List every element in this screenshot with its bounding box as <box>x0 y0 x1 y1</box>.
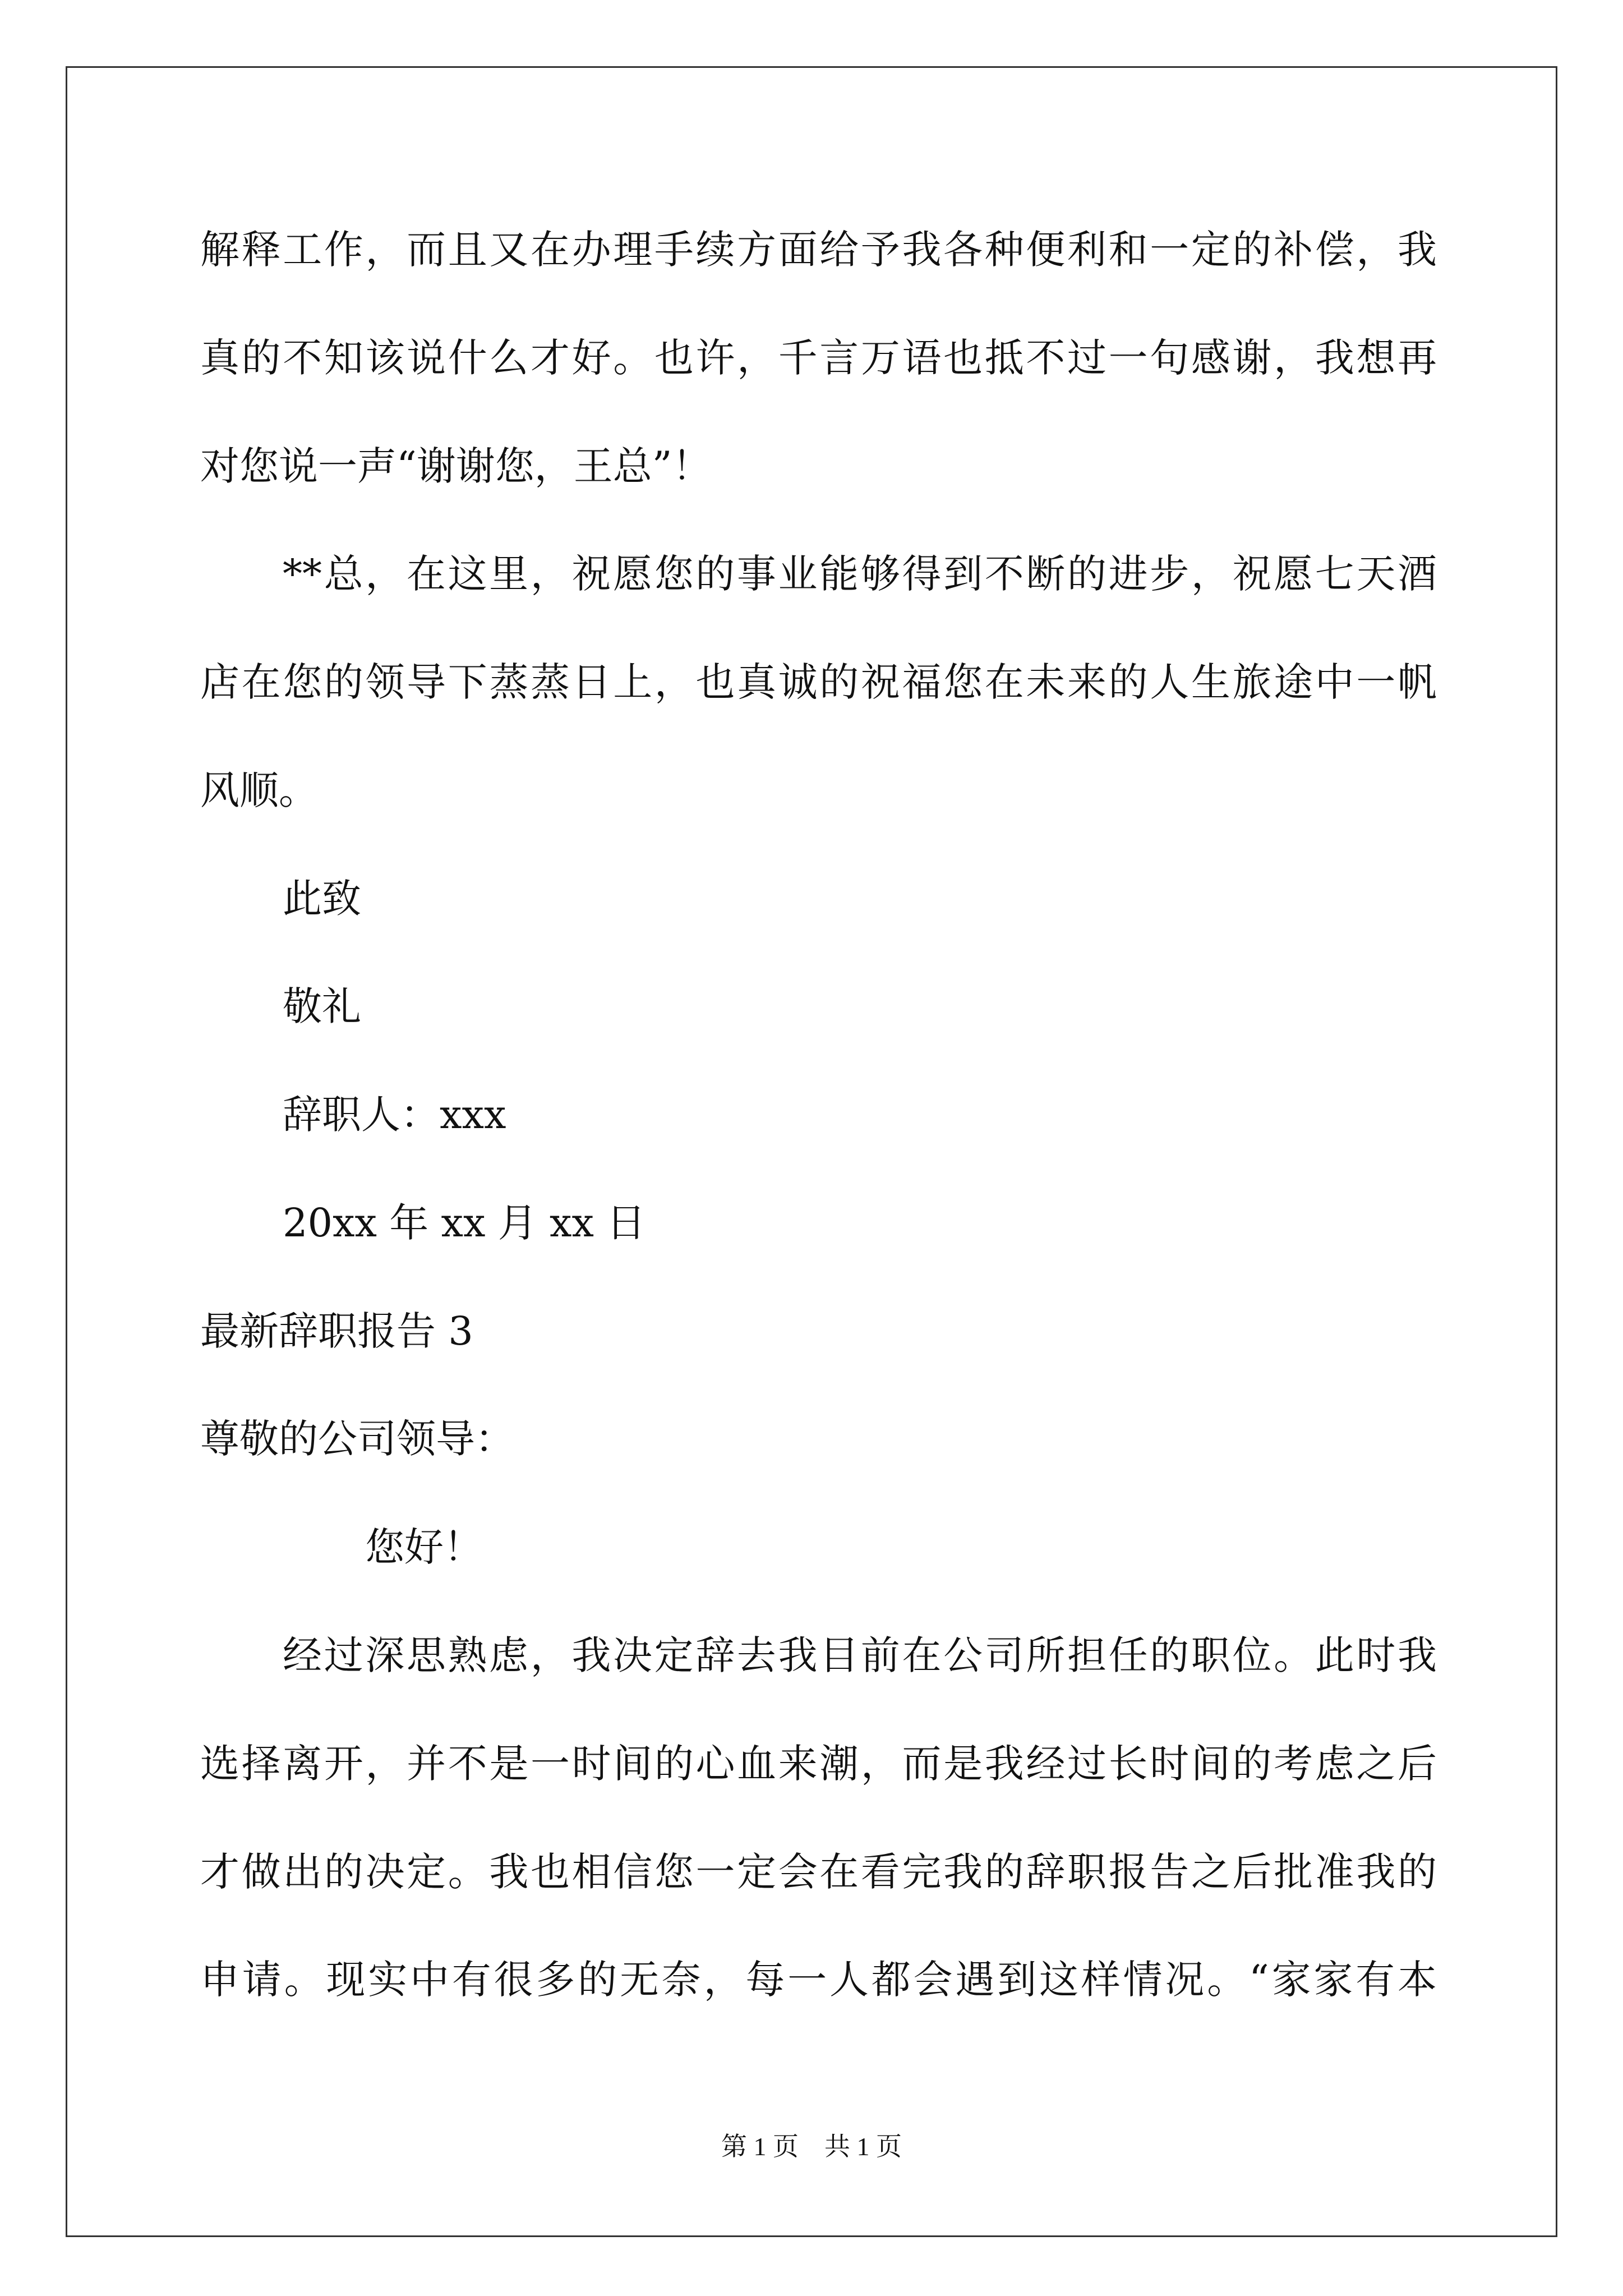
page-footer: 第 1 页 共 1 页 <box>721 2132 902 2161</box>
text-line: 申请。现实中有很多的无奈，每一人都会遇到这样情况。“家家有本 <box>200 1957 1437 2003</box>
text-line: 选择离开，并不是一时间的心血来潮，而是我经过长时间的考虑之后 <box>200 1741 1437 1787</box>
text-line: 经过深思熟虑，我决定辞去我目前在公司所担任的职位。此时我 <box>283 1632 1437 1678</box>
text-line: 真的不知该说什么才好。也许，千言万语也抵不过一句感谢，我想再 <box>200 335 1437 381</box>
page-border <box>66 66 1557 2237</box>
closing-salutation: 此致 <box>283 876 361 922</box>
greeting: 您好！ <box>365 1524 483 1570</box>
closing-regards: 敬礼 <box>283 983 361 1029</box>
text-line: **总，在这里，祝愿您的事业能够得到不断的进步，祝愿七天酒 <box>283 551 1437 597</box>
text-line: 对您说一声“谢谢您，王总”！ <box>200 443 712 489</box>
text-line: 解释工作，而且又在办理手续方面给予我各种便利和一定的补偿，我 <box>200 227 1437 273</box>
section-title: 最新辞职报告 3 <box>200 1308 473 1354</box>
text-line: 风顺。 <box>200 767 318 813</box>
text-line: 店在您的领导下蒸蒸日上，也真诚的祝福您在未来的人生旅途中一帆 <box>200 659 1437 705</box>
text-line: 才做出的决定。我也相信您一定会在看完我的辞职报告之后批准我的 <box>200 1849 1437 1895</box>
salutation: 尊敬的公司领导： <box>200 1416 514 1462</box>
signature-line: 辞职人：xxx <box>283 1092 506 1138</box>
date-line: 20xx 年 xx 月 xx 日 <box>283 1200 646 1246</box>
